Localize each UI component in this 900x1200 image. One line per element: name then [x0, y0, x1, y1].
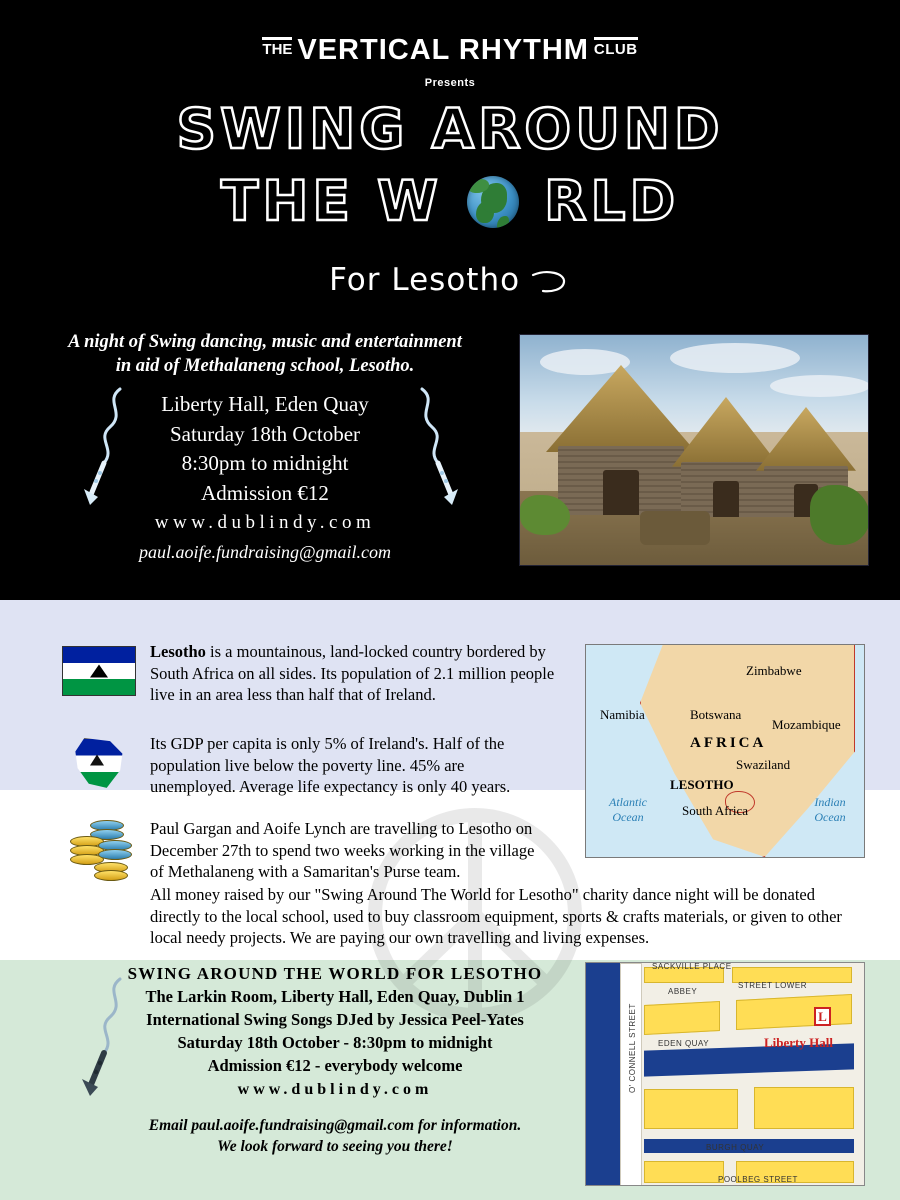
swoosh-icon: [531, 267, 571, 297]
info-paragraph-4: [150, 884, 850, 949]
info-p1-text: is a mountainous, land-locked country bordered by South Africa on all sides. Its population of 2.1 million people live in an area less than half that of Ireland.: [150, 642, 555, 704]
event-title-line1: SWING AROUND: [176, 97, 724, 161]
street-label-street-lower: STREET LOWER: [738, 981, 807, 990]
final-line-4: Admission €12 - everybody welcome: [207, 1056, 463, 1075]
club-logo-club: CLUB: [594, 37, 638, 58]
info-paragraph-1: [150, 641, 570, 706]
street-label-abbey: ABBEY: [668, 987, 698, 996]
map-label-zimbabwe: Zimbabwe: [746, 663, 802, 678]
event-title-line2-b: RLD: [544, 169, 680, 233]
final-heading: SWING AROUND THE WORLD FOR LESOTHO: [127, 964, 543, 983]
clarinet-icon-right: [412, 385, 482, 515]
blurb-line-2: in aid of Methalaneng school, Lesotho.: [115, 356, 415, 376]
event-email[interactable]: paul.aoife.fundraising@gmail.com: [138, 541, 392, 562]
info-paragraph-3: [150, 818, 550, 883]
final-closing-1: Email paul.aoife.fundraising@gmail.com for information.: [148, 1117, 522, 1134]
street-label-poolbeg-street: POOLBEG STREET: [718, 1175, 798, 1184]
event-title-line2-a: THE W: [220, 169, 442, 233]
street-label-eden-quay: EDEN QUAY: [658, 1039, 710, 1048]
map-label-namibia: Namibia: [600, 707, 645, 722]
lesotho-flag-icon: [62, 646, 136, 696]
final-closing-2: We look forward to seeing you there!: [217, 1138, 453, 1155]
event-blurb: [30, 330, 500, 378]
lesotho-huts-photo: [519, 334, 869, 566]
map-label-botswana: Botswana: [690, 707, 742, 722]
clarinet-icon-left: [60, 385, 130, 515]
map-label-mozambique: Mozambique: [772, 717, 841, 732]
africa-map: [585, 644, 865, 858]
map-label-south-africa: South Africa: [682, 803, 749, 818]
info-row-flag: [62, 646, 136, 696]
map-label-indian-ocean: Indian Ocean: [814, 795, 846, 824]
liberty-hall-marker-icon: L: [814, 1007, 831, 1026]
presents-label: Presents: [424, 77, 476, 89]
event-time: 8:30pm to midnight: [181, 451, 349, 475]
info-row-coins: [68, 818, 148, 882]
event-venue: Liberty Hall, Eden Quay: [161, 392, 369, 416]
final-website[interactable]: www.dublindy.com: [237, 1081, 433, 1098]
final-line-1: The Larkin Room, Liberty Hall, Eden Quay, Dublin 1: [145, 987, 525, 1006]
event-date: Saturday 18th October: [169, 421, 361, 446]
info-p1-bold: Lesotho: [150, 642, 206, 661]
event-admission: Admission €12: [201, 480, 329, 505]
final-details-block: [100, 962, 570, 1157]
final-line-2: International Swing Songs DJed by Jessica Peel-Yates: [146, 1010, 524, 1029]
map-label-atlantic-ocean: Atlantic Ocean: [609, 795, 647, 824]
club-logo-name: VERTICAL RHYTHM: [297, 34, 589, 66]
map-label-africa: AFRICA: [690, 735, 767, 751]
coins-icon: [68, 818, 148, 882]
street-map: [585, 962, 865, 1186]
info-p2-text: Its GDP per capita is only 5% of Ireland's. Half of the population live below the poverty line. 45% are unemployed. Average life expectancy is only 40 years.: [150, 734, 511, 796]
globe-icon: [467, 176, 519, 228]
club-logo: [0, 34, 900, 67]
info-p4-text: All money raised by our "Swing Around The World for Lesotho" charity dance night will be donated directly to the local school, used to buy classroom equipment, sports & crafts materials, or given to other local needy projects. We are paying our own travelling and living expenses.: [150, 885, 842, 947]
map-label-lesotho: LESOTHO: [670, 777, 734, 792]
info-row-shape: [72, 738, 128, 790]
for-lesotho-text: For Lesotho: [329, 262, 521, 298]
map-label-swaziland: Swaziland: [736, 757, 791, 772]
street-label-burgh-quay: BURGH QUAY: [706, 1143, 765, 1152]
final-line-3: Saturday 18th October - 8:30pm to midnight: [177, 1033, 493, 1052]
club-logo-the: THE: [262, 37, 292, 58]
blurb-line-1: A night of Swing dancing, music and entertainment: [68, 332, 462, 352]
for-lesotho-line: [0, 262, 900, 298]
event-website[interactable]: www.dublindy.com: [154, 512, 376, 533]
info-p3-text: Paul Gargan and Aoife Lynch are travelling to Lesotho on December 27th to spend two weeks working in the village of Methalaneng with a Samaritan's Purse team.: [150, 819, 535, 881]
street-label-sackville-place: SACKVILLE PLACE: [652, 962, 732, 971]
street-label-oconnell-street: O' CONNELL STREET: [628, 1003, 637, 1093]
info-paragraph-2: [150, 733, 550, 798]
event-title: [0, 93, 900, 237]
liberty-hall-marker-label: Liberty Hall: [764, 1035, 833, 1050]
lesotho-outline-icon: [72, 738, 128, 790]
